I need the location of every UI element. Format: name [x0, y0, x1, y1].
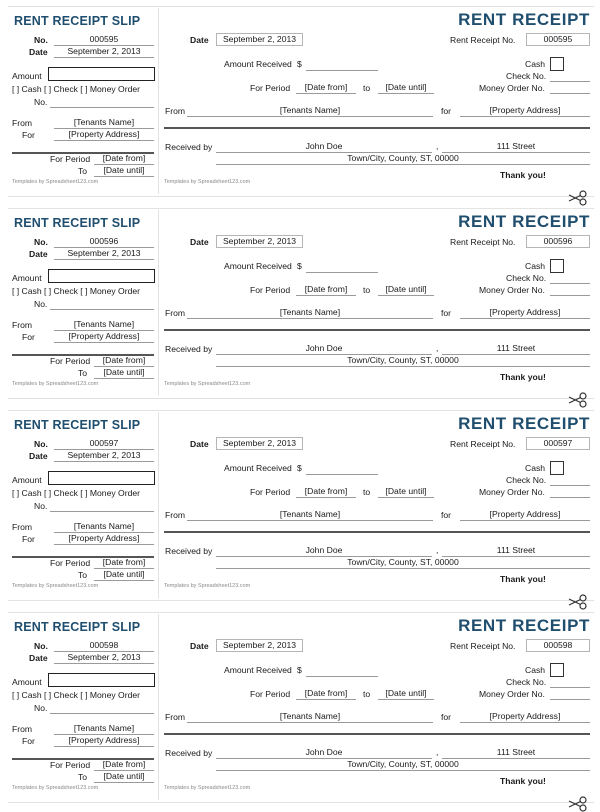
slip-number[interactable]: 000597: [54, 438, 154, 450]
slip-amount-field[interactable]: [48, 471, 155, 485]
rent-receipt-no-label: Rent Receipt No.: [450, 641, 516, 651]
slip-date[interactable]: September 2, 2013: [54, 248, 154, 260]
for-period-label: For Period: [250, 285, 291, 295]
cash-label: Cash: [525, 665, 546, 675]
slip-number[interactable]: 000596: [54, 236, 154, 248]
receiver-city[interactable]: Town/City, County, ST, 00000: [216, 355, 590, 367]
slip-amount-field[interactable]: [48, 673, 155, 687]
money-order-no-label: Money Order No.: [479, 689, 545, 699]
from-label: From: [165, 510, 186, 520]
receiver-name[interactable]: John Doe: [216, 141, 432, 153]
slip-for-label: For: [22, 736, 35, 746]
slip-for-label: For: [22, 534, 35, 544]
main-date[interactable]: September 2, 2013: [216, 437, 303, 450]
slip-tenant-name[interactable]: [Tenants Name]: [54, 319, 154, 331]
check-no-line[interactable]: [550, 81, 590, 82]
amount-received-label: Amount Received: [224, 463, 292, 473]
slip-no-label: No.: [34, 439, 48, 449]
money-order-no-line[interactable]: [550, 295, 590, 296]
scissors-icon: [568, 392, 588, 408]
receiver-name[interactable]: John Doe: [216, 545, 432, 557]
cut-line: [8, 398, 594, 399]
slip-for-period-label: For Period: [50, 356, 91, 366]
slip-credit: Templates by Spreadsheet123.com: [12, 179, 99, 185]
slip-to-label: To: [78, 772, 88, 782]
slip-for-period-label: For Period: [50, 154, 91, 164]
date-from[interactable]: [Date from]: [296, 688, 356, 700]
date-from[interactable]: [Date from]: [296, 486, 356, 498]
slip-title: RENT RECEIPT SLIP: [14, 216, 141, 230]
slip-no-label: No.: [34, 237, 48, 247]
slip-amount-label: Amount: [12, 71, 42, 81]
main-separator: [164, 531, 590, 533]
date-from[interactable]: [Date from]: [296, 82, 356, 94]
slip-no2-label: No.: [34, 97, 48, 107]
slip-amount-label: Amount: [12, 475, 42, 485]
slip-credit: Templates by Spreadsheet123.com: [12, 785, 99, 791]
slip-number[interactable]: 000595: [54, 34, 154, 46]
tenant-name[interactable]: [Tenants Name]: [187, 509, 433, 521]
slip-credit: Templates by Spreadsheet123.com: [12, 381, 99, 387]
main-date[interactable]: September 2, 2013: [216, 33, 303, 46]
slip-no2-line[interactable]: [50, 107, 154, 108]
currency-symbol: $: [297, 463, 302, 473]
cash-label: Cash: [525, 261, 546, 271]
receipt-slip-stub: [8, 614, 159, 800]
rent-receipt: [0, 410, 600, 604]
slip-to-label: To: [78, 368, 88, 378]
receiver-street[interactable]: 111 Street: [442, 545, 590, 557]
main-separator: [164, 329, 590, 331]
tenant-name[interactable]: [Tenants Name]: [187, 711, 433, 723]
main-date-label: Date: [190, 641, 209, 651]
slip-tenant-name[interactable]: [Tenants Name]: [54, 117, 154, 129]
slip-for-period-label: For Period: [50, 558, 91, 568]
check-no-label: Check No.: [506, 273, 547, 283]
slip-date-from[interactable]: [Date from]: [94, 557, 154, 569]
money-order-no-label: Money Order No.: [479, 83, 545, 93]
cut-line: [8, 802, 594, 803]
receiver-street[interactable]: 111 Street: [442, 747, 590, 759]
check-no-label: Check No.: [506, 677, 547, 687]
money-order-no-line[interactable]: [550, 497, 590, 498]
slip-tenant-name[interactable]: [Tenants Name]: [54, 723, 154, 735]
for-period-label: For Period: [250, 689, 291, 699]
slip-number[interactable]: 000598: [54, 640, 154, 652]
tenant-name[interactable]: [Tenants Name]: [187, 307, 433, 319]
thank-you: Thank you!: [500, 372, 546, 382]
to-label: to: [363, 689, 371, 699]
comma: ,: [436, 545, 439, 555]
cash-checkbox[interactable]: [550, 663, 564, 677]
cut-line: [8, 600, 594, 601]
property-address[interactable]: [Property Address]: [460, 307, 590, 319]
main-credit: Templates by Spreadsheet123.com: [164, 381, 251, 387]
slip-date[interactable]: September 2, 2013: [54, 46, 154, 58]
slip-date-until[interactable]: [Date until]: [94, 771, 154, 783]
receiver-city[interactable]: Town/City, County, ST, 00000: [216, 557, 590, 569]
receipt-slip-stub: [8, 412, 159, 598]
for-period-label: For Period: [250, 487, 291, 497]
receiver-name[interactable]: John Doe: [216, 747, 432, 759]
amount-received-line[interactable]: [306, 676, 378, 677]
slip-date-until[interactable]: [Date until]: [94, 165, 154, 177]
from-label: From: [165, 712, 186, 722]
rent-receipt: [0, 6, 600, 200]
property-address[interactable]: [Property Address]: [460, 509, 590, 521]
from-label: From: [165, 106, 186, 116]
rent-receipt-no-label: Rent Receipt No.: [450, 237, 516, 247]
main-credit: Templates by Spreadsheet123.com: [164, 785, 251, 791]
for-period-label: For Period: [250, 83, 291, 93]
slip-date-label: Date: [29, 653, 48, 663]
slip-amount-label: Amount: [12, 677, 42, 687]
slip-no2-line[interactable]: [50, 309, 154, 310]
slip-no2-label: No.: [34, 703, 48, 713]
thank-you: Thank you!: [500, 574, 546, 584]
amount-received-label: Amount Received: [224, 665, 292, 675]
received-by-label: Received by: [165, 142, 213, 152]
slip-property-address[interactable]: [Property Address]: [54, 533, 154, 545]
to-label: to: [363, 487, 371, 497]
receipt-main: [160, 614, 594, 800]
received-by-label: Received by: [165, 748, 213, 758]
main-credit: Templates by Spreadsheet123.com: [164, 179, 251, 185]
slip-payment-methods[interactable]: [ ] Cash [ ] Check [ ] Money Order: [12, 84, 140, 94]
cash-label: Cash: [525, 59, 546, 69]
receipt-main: [160, 412, 594, 598]
divider: [8, 208, 594, 209]
money-order-no-label: Money Order No.: [479, 487, 545, 497]
comma: ,: [436, 141, 439, 151]
currency-symbol: $: [297, 59, 302, 69]
rent-receipt-number[interactable]: 000597: [526, 437, 590, 450]
slip-for-label: For: [22, 332, 35, 342]
slip-property-address[interactable]: [Property Address]: [54, 129, 154, 141]
slip-title: RENT RECEIPT SLIP: [14, 418, 141, 432]
slip-from-label: From: [12, 522, 33, 532]
main-title: RENT RECEIPT: [458, 616, 590, 635]
slip-payment-methods[interactable]: [ ] Cash [ ] Check [ ] Money Order: [12, 286, 140, 296]
slip-payment-methods[interactable]: [ ] Cash [ ] Check [ ] Money Order: [12, 690, 140, 700]
to-label: to: [363, 83, 371, 93]
receiver-street[interactable]: 111 Street: [442, 141, 590, 153]
amount-received-label: Amount Received: [224, 261, 292, 271]
receipt-main: [160, 210, 594, 396]
main-date-label: Date: [190, 237, 209, 247]
receipt-slip-stub: [8, 210, 159, 396]
rent-receipt-number[interactable]: 000595: [526, 33, 590, 46]
receiver-street[interactable]: 111 Street: [442, 343, 590, 355]
rent-receipt-no-label: Rent Receipt No.: [450, 35, 516, 45]
received-by-label: Received by: [165, 546, 213, 556]
currency-symbol: $: [297, 665, 302, 675]
amount-received-label: Amount Received: [224, 59, 292, 69]
slip-date[interactable]: September 2, 2013: [54, 652, 154, 664]
amount-received-line[interactable]: [306, 70, 378, 71]
check-no-line[interactable]: [550, 687, 590, 688]
from-label: From: [165, 308, 186, 318]
slip-property-address[interactable]: [Property Address]: [54, 735, 154, 747]
rent-receipt-no-label: Rent Receipt No.: [450, 439, 516, 449]
slip-for-label: For: [22, 130, 35, 140]
currency-symbol: $: [297, 261, 302, 271]
slip-amount-field[interactable]: [48, 67, 155, 81]
receiver-name[interactable]: John Doe: [216, 343, 432, 355]
slip-date-label: Date: [29, 249, 48, 259]
slip-no-label: No.: [34, 641, 48, 651]
scissors-icon: [568, 594, 588, 610]
main-separator: [164, 733, 590, 735]
main-title: RENT RECEIPT: [458, 414, 590, 433]
cash-label: Cash: [525, 463, 546, 473]
slip-no-label: No.: [34, 35, 48, 45]
slip-date-from[interactable]: [Date from]: [94, 153, 154, 165]
cash-checkbox[interactable]: [550, 57, 564, 71]
comma: ,: [436, 747, 439, 757]
main-date-label: Date: [190, 35, 209, 45]
money-order-no-label: Money Order No.: [479, 285, 545, 295]
divider: [8, 6, 594, 7]
receiver-city[interactable]: Town/City, County, ST, 00000: [216, 153, 590, 165]
comma: ,: [436, 343, 439, 353]
for-label: for: [441, 712, 452, 722]
slip-from-label: From: [12, 320, 33, 330]
main-title: RENT RECEIPT: [458, 10, 590, 29]
rent-receipt: [0, 612, 600, 806]
slip-from-label: From: [12, 724, 33, 734]
main-date-label: Date: [190, 439, 209, 449]
slip-no2-line[interactable]: [50, 713, 154, 714]
for-label: for: [441, 106, 452, 116]
slip-no2-label: No.: [34, 299, 48, 309]
tenant-name[interactable]: [Tenants Name]: [187, 105, 433, 117]
to-label: to: [363, 285, 371, 295]
cash-checkbox[interactable]: [550, 461, 564, 475]
scissors-icon: [568, 796, 588, 812]
for-label: for: [441, 510, 452, 520]
money-order-no-line[interactable]: [550, 699, 590, 700]
slip-amount-field[interactable]: [48, 269, 155, 283]
main-date[interactable]: September 2, 2013: [216, 235, 303, 248]
rent-receipt-number[interactable]: 000596: [526, 235, 590, 248]
property-address[interactable]: [Property Address]: [460, 711, 590, 723]
slip-payment-methods[interactable]: [ ] Cash [ ] Check [ ] Money Order: [12, 488, 140, 498]
amount-received-line[interactable]: [306, 474, 378, 475]
slip-title: RENT RECEIPT SLIP: [14, 14, 141, 28]
slip-amount-label: Amount: [12, 273, 42, 283]
slip-to-label: To: [78, 570, 88, 580]
slip-to-label: To: [78, 166, 88, 176]
property-address[interactable]: [Property Address]: [460, 105, 590, 117]
receipt-slip-stub: [8, 8, 159, 194]
cash-checkbox[interactable]: [550, 259, 564, 273]
rent-receipt: [0, 208, 600, 402]
slip-tenant-name[interactable]: [Tenants Name]: [54, 521, 154, 533]
date-from[interactable]: [Date from]: [296, 284, 356, 296]
slip-date-from[interactable]: [Date from]: [94, 355, 154, 367]
date-until[interactable]: [Date until]: [378, 486, 434, 498]
thank-you: Thank you!: [500, 776, 546, 786]
main-credit: Templates by Spreadsheet123.com: [164, 583, 251, 589]
receipt-main: [160, 8, 594, 194]
slip-for-period-label: For Period: [50, 760, 91, 770]
slip-date-until[interactable]: [Date until]: [94, 367, 154, 379]
thank-you: Thank you!: [500, 170, 546, 180]
slip-from-label: From: [12, 118, 33, 128]
cut-line: [8, 196, 594, 197]
slip-date[interactable]: September 2, 2013: [54, 450, 154, 462]
date-until[interactable]: [Date until]: [378, 284, 434, 296]
scissors-icon: [568, 190, 588, 206]
slip-property-address[interactable]: [Property Address]: [54, 331, 154, 343]
rent-receipt-number[interactable]: 000598: [526, 639, 590, 652]
slip-no2-line[interactable]: [50, 511, 154, 512]
slip-date-label: Date: [29, 451, 48, 461]
check-no-label: Check No.: [506, 71, 547, 81]
slip-no2-label: No.: [34, 501, 48, 511]
for-label: for: [441, 308, 452, 318]
date-until[interactable]: [Date until]: [378, 82, 434, 94]
slip-date-label: Date: [29, 47, 48, 57]
date-until[interactable]: [Date until]: [378, 688, 434, 700]
check-no-line[interactable]: [550, 485, 590, 486]
main-date[interactable]: September 2, 2013: [216, 639, 303, 652]
received-by-label: Received by: [165, 344, 213, 354]
slip-credit: Templates by Spreadsheet123.com: [12, 583, 99, 589]
slip-title: RENT RECEIPT SLIP: [14, 620, 141, 634]
slip-date-until[interactable]: [Date until]: [94, 569, 154, 581]
divider: [8, 410, 594, 411]
amount-received-line[interactable]: [306, 272, 378, 273]
money-order-no-line[interactable]: [550, 93, 590, 94]
receiver-city[interactable]: Town/City, County, ST, 00000: [216, 759, 590, 771]
check-no-label: Check No.: [506, 475, 547, 485]
main-title: RENT RECEIPT: [458, 212, 590, 231]
divider: [8, 612, 594, 613]
main-separator: [164, 127, 590, 129]
slip-date-from[interactable]: [Date from]: [94, 759, 154, 771]
check-no-line[interactable]: [550, 283, 590, 284]
